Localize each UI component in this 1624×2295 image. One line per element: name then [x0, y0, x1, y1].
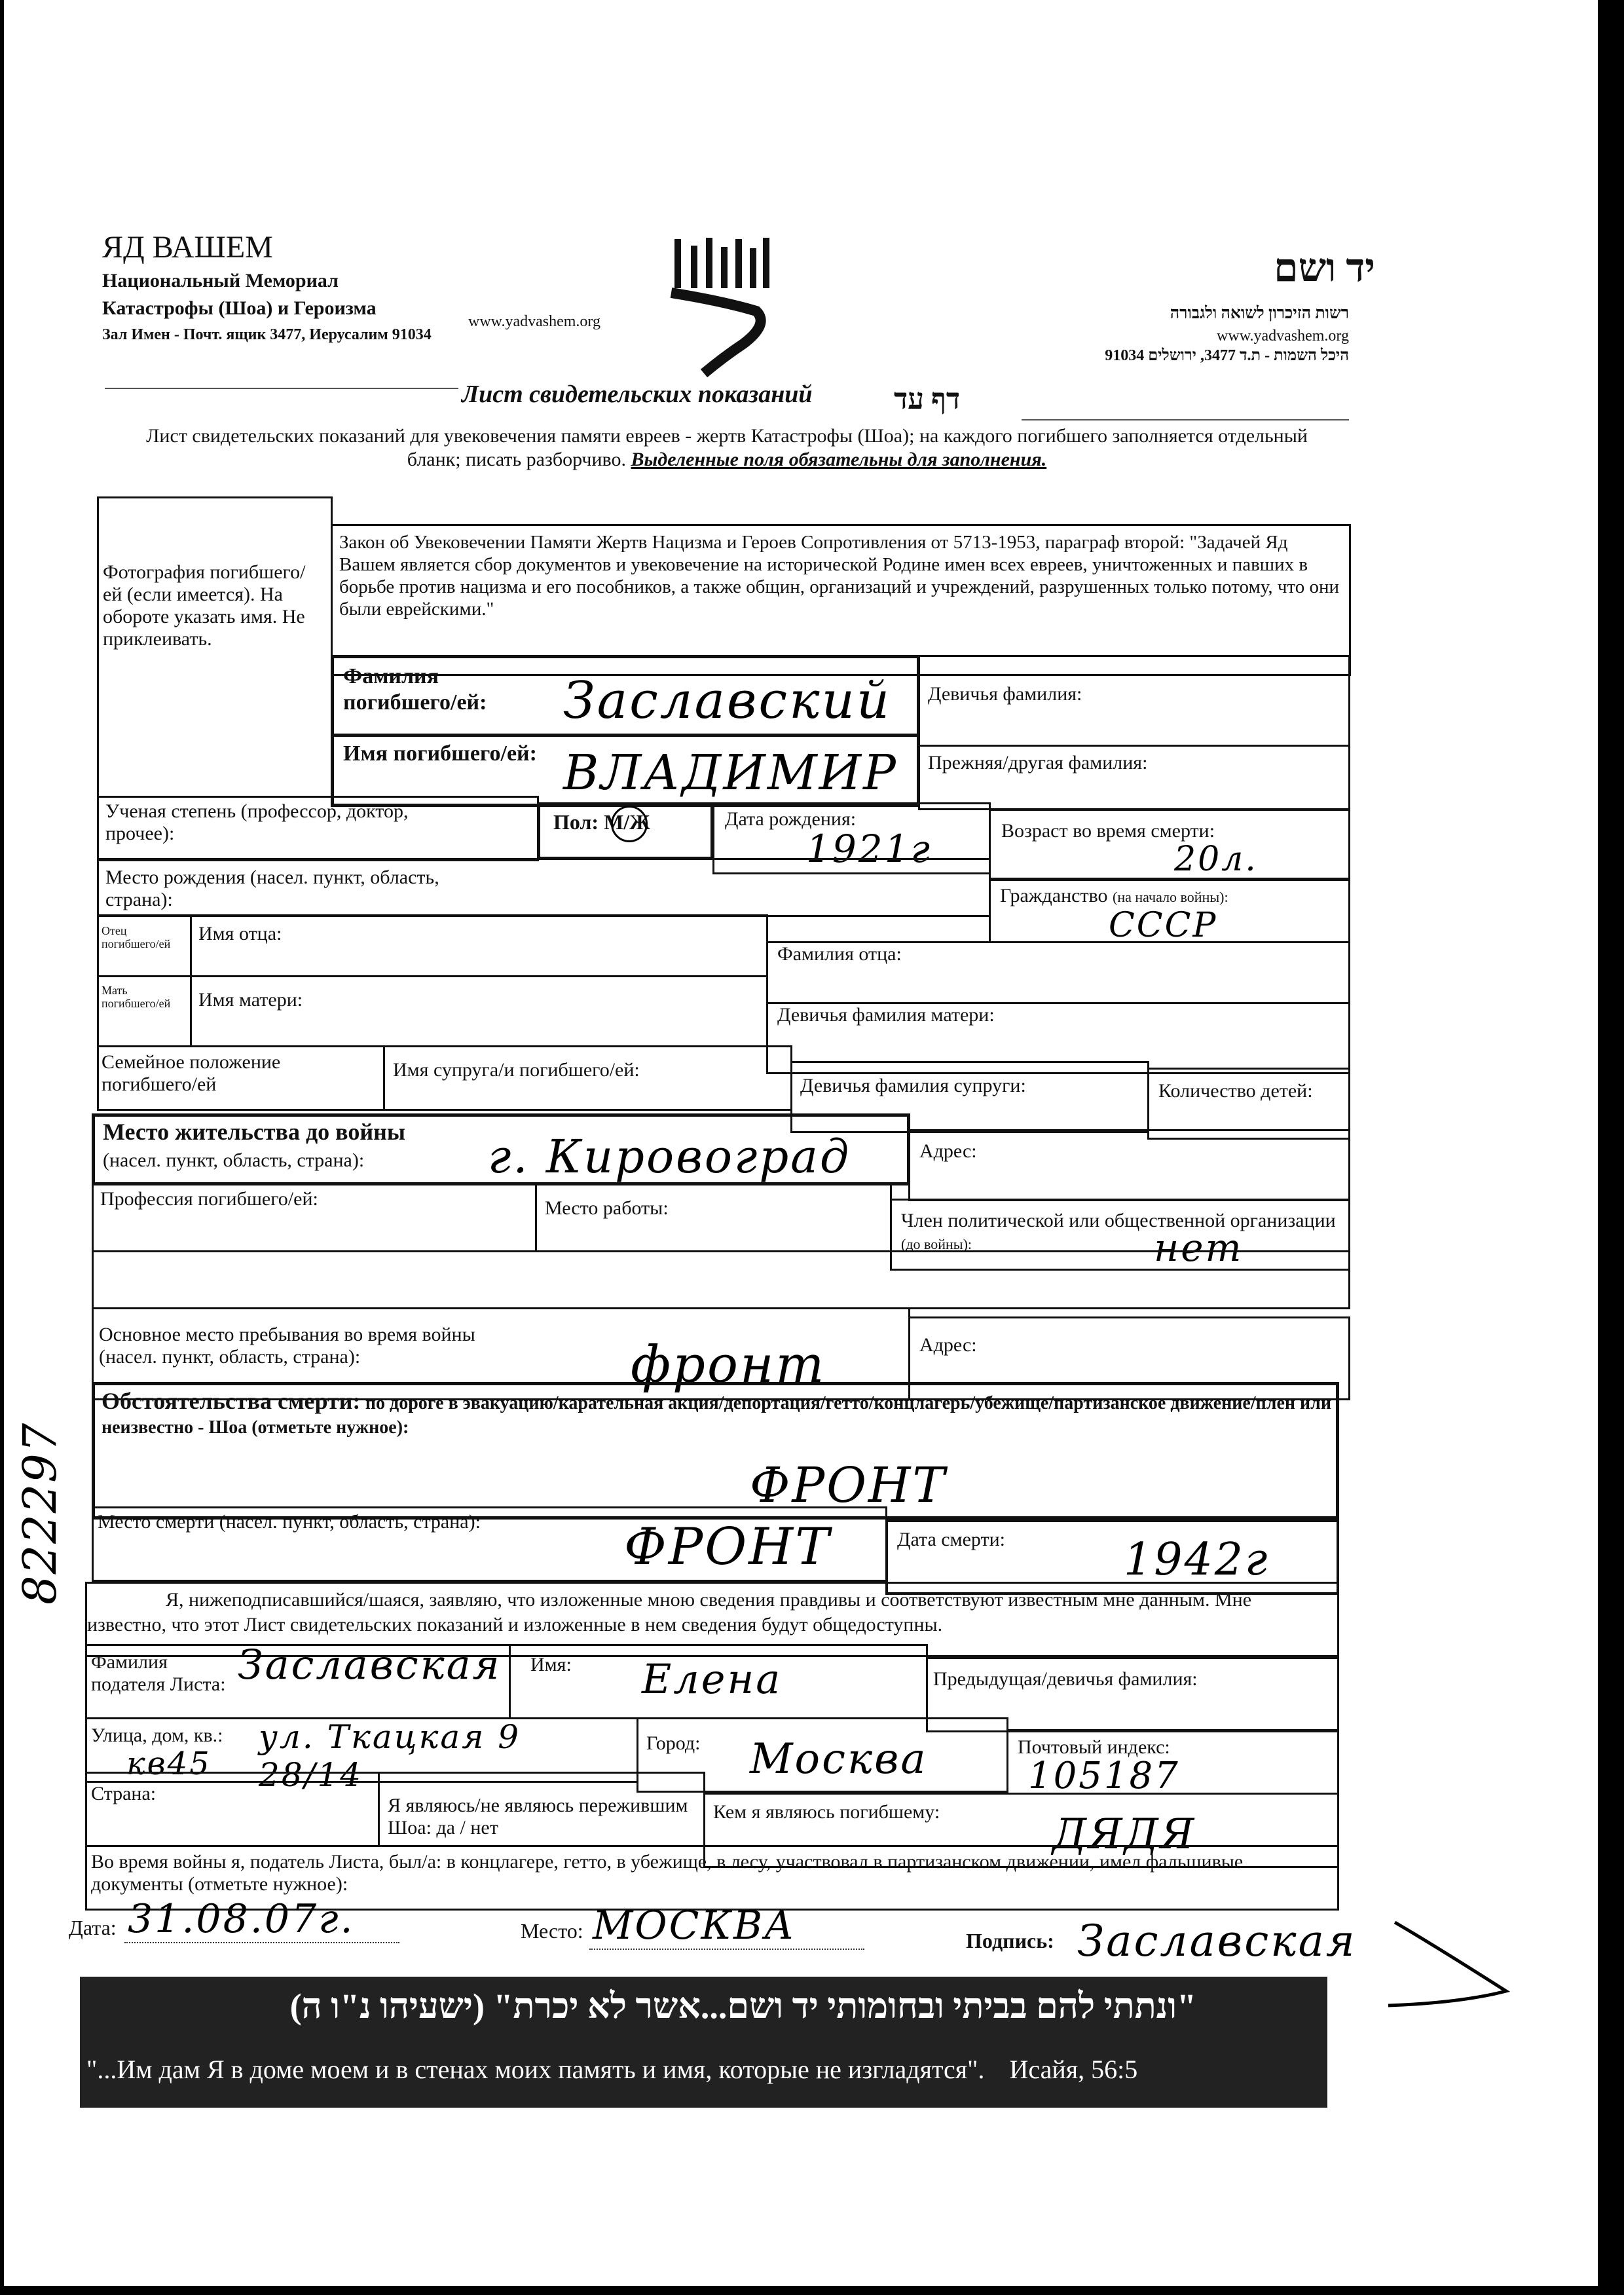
org-line3: Зал Имен - Почт. ящик 3477, Иерусалим 91034 [102, 326, 432, 343]
spouse-maiden-label: Девичья фамилия супруги: [800, 1075, 1026, 1096]
yad-vashem-logo [665, 233, 776, 383]
submitter-wartime-label: Во время войны я, податель Листа, был/а: в концлагере, гетто, в убежище, в лесу, участвовал в партизанском движении, имел фальшивые документы (отметьте нужное): [91, 1851, 1244, 1895]
mother-name-label: Имя матери: [198, 989, 303, 1011]
other-surname-label: Прежняя/другая фамилия: [928, 752, 1148, 774]
citizenship-text: Гражданство [1000, 885, 1108, 906]
city-value: Москва [750, 1735, 928, 1783]
residence-value: г. Кировоград [488, 1130, 851, 1184]
circumstances-text [101, 1389, 1333, 1440]
date-label: Дата: [69, 1916, 117, 1939]
submitter-name-label: Имя: [530, 1654, 572, 1675]
signature-flourish [1382, 1919, 1519, 2011]
he-line2: היכל השמות - ת.ד 3477, ירושלים 91034 [1105, 347, 1349, 364]
surname-label: Фамилия погибшего/ей: [343, 664, 487, 715]
circumstances-value: ФРОНТ [750, 1457, 947, 1514]
father-name-field[interactable] [190, 914, 768, 977]
death-date-value: 1942г [1124, 1534, 1270, 1586]
submitter-name-field[interactable] [509, 1644, 928, 1719]
maiden-label: Девичья фамилия: [928, 683, 1082, 705]
banner-hebrew-quote: "ונתתי להם בביתי ובחומותי יד ושם...אשר לא יכרת" (ישעיהו נ"ו ה) [289, 1987, 1196, 2026]
dob-value: 1921г [806, 827, 932, 871]
he-website: www.yadvashem.org [1217, 327, 1349, 345]
zip-label: Почтовый индекс: [1018, 1736, 1170, 1758]
intro [131, 424, 1323, 472]
submitter-prev-surname-label: Предыдущая/девичья фамилия: [933, 1668, 1198, 1690]
sex-selected-circle [611, 806, 648, 842]
declaration-text: Я, нижеподписавшийся/шаяся, заявляю, что изложенные мною сведения правдивы и соответствуют известным мне данным. Мне известно, что этот Лист свидетельских показаний и изложенные в нем сведения будут общедоступны. [87, 1589, 1252, 1635]
citizenship-label [1000, 885, 1228, 908]
relation-label: Кем я являюсь погибшему: [713, 1801, 940, 1823]
age-value: 20л. [1174, 840, 1258, 879]
country-field[interactable] [85, 1772, 380, 1847]
membership-text: Член политической или общественной организации [901, 1210, 1336, 1231]
sex-label: Пол: М/Ж [553, 810, 650, 834]
degree-label: Ученая степень (профессор, доктор, прочее): [105, 800, 409, 844]
degree-field[interactable] [97, 796, 539, 861]
place-underline [589, 1949, 864, 1950]
address-field[interactable] [908, 1129, 1350, 1201]
citizenship-sub: (на начало войны): [1113, 889, 1228, 905]
form-title-he: דף עד [894, 383, 961, 415]
membership-value: нет [1154, 1225, 1244, 1270]
place-value: МОСКВА [593, 1903, 796, 1949]
org-title-ru: ЯД ВАШЕМ [102, 230, 273, 265]
profession-label: Профессия погибшего/ей: [100, 1188, 318, 1210]
date-value: 31.08.07г. [128, 1896, 355, 1942]
citizenship-field[interactable] [989, 878, 1350, 943]
death-place-label: Место смерти (насел. пункт, область, страна): [98, 1511, 481, 1533]
residence-sub: (насел. пункт, область, страна): [103, 1149, 365, 1171]
submitter-surname-value: Заславская [238, 1641, 502, 1689]
death-place-value: ФРОНТ [624, 1518, 832, 1577]
photo-box [97, 496, 333, 798]
zip-field[interactable] [1006, 1729, 1339, 1795]
survivor-label: Я являюсь/не являюсь пережившим Шоа: да / нет [388, 1795, 688, 1838]
apartment-value: кв45 [126, 1745, 212, 1782]
signature-value: Заславская [1077, 1916, 1357, 1966]
form-title: Лист свидетельских показаний [462, 381, 813, 408]
residence-label: Место жительства до войны [103, 1119, 405, 1145]
blank-row [92, 1250, 1350, 1309]
date-underline [124, 1942, 399, 1943]
first-name-value: ВЛАДИМИР [563, 745, 898, 801]
city-label: Город: [646, 1732, 701, 1754]
submitter-surname-label: Фамилия подателя Листа: [91, 1651, 226, 1695]
org-line2: Катастрофы (Шоа) и Героизма [102, 297, 377, 319]
membership-label [901, 1210, 1346, 1256]
maiden-name-field[interactable] [918, 655, 1350, 747]
children-label: Количество детей: [1158, 1080, 1313, 1102]
zip-value: 105187 [1028, 1755, 1180, 1797]
banner-russian-text: "...Им дам Я в доме моем и в стенах моих память и имя, которые не изгладятся". [86, 2055, 985, 2084]
street-label: Улица, дом, кв.: [91, 1725, 223, 1746]
death-date-label: Дата смерти: [897, 1529, 1006, 1550]
marital-label: Семейное положение погибшего/ей [101, 1051, 281, 1095]
circumstances-field[interactable] [92, 1382, 1339, 1520]
header-rule-left [105, 388, 458, 389]
membership-sub: (до войны): [901, 1236, 972, 1252]
workplace-label: Место работы: [545, 1197, 669, 1219]
dob-label: Дата рождения: [725, 808, 857, 830]
father-row [97, 914, 192, 977]
spouse-name-field[interactable] [383, 1045, 792, 1111]
father-surname-field[interactable] [766, 941, 1350, 1004]
mother-side-label: Мать погибшего/ей [101, 984, 171, 1010]
workplace-field[interactable] [535, 1184, 892, 1252]
relation-value: ДЯДЯ [1052, 1810, 1196, 1859]
mother-row [97, 975, 192, 1047]
submitter-surname-field[interactable] [85, 1641, 511, 1719]
country-label: Страна: [91, 1783, 157, 1804]
place-label: Место: [521, 1919, 583, 1943]
sex-field[interactable] [537, 802, 714, 860]
circumstances-label: Обстоятельства смерти: [101, 1388, 361, 1414]
birthplace-field[interactable] [97, 858, 991, 917]
wartime-value: фронт [631, 1335, 826, 1394]
mother-name-field[interactable] [190, 975, 768, 1047]
profession-field[interactable] [92, 1184, 537, 1252]
signature-label: Подпись: [966, 1929, 1054, 1952]
submitter-name-value: Елена [642, 1655, 783, 1703]
surname-value: Заславский [563, 671, 892, 730]
wartime-address-label: Адрес: [919, 1334, 977, 1356]
law-box [331, 524, 1351, 676]
death-place-field[interactable] [92, 1506, 887, 1582]
father-surname-label: Фамилия отца: [777, 943, 902, 965]
residence-field[interactable] [92, 1113, 910, 1185]
photo-note: Фотография погибшего/ей (если имеется). На обороте указать имя. Не приклеивать. [103, 561, 306, 650]
age-field[interactable] [989, 809, 1350, 881]
website: www.yadvashem.org [468, 313, 600, 330]
banner-russian-quote [86, 2054, 1137, 2085]
other-surname-field[interactable] [918, 745, 1350, 810]
survivor-field[interactable] [378, 1772, 705, 1847]
citizenship-value: СССР [1109, 906, 1218, 945]
spouse-name-label: Имя супруга/и погибшего/ей: [393, 1059, 640, 1081]
street-value: ул. Ткацкая 9 28/14 [259, 1718, 521, 1794]
birthplace-label: Место рождения (насел. пункт, область, страна): [105, 867, 439, 910]
surname-field[interactable] [331, 655, 920, 737]
address-label: Адрес: [919, 1140, 977, 1162]
header-rule-right [1022, 419, 1349, 420]
margin-number: 822297 [13, 1421, 67, 1605]
wartime-label: Основное место пребывания во время войны (насел. пункт, область, страна): [99, 1324, 475, 1368]
org-line1: Национальный Мемориал [102, 270, 339, 291]
org-title-he: יד ושם [1274, 246, 1375, 289]
mother-maiden-label: Девичья фамилия матери: [777, 1004, 995, 1026]
circumstances-options: по дороге в эвакуацию/карательная акция/депортация/гетто/концлагерь/убежище/партизанское движение/плен или неизвестно - Шоа (отметьте нужное): [101, 1393, 1331, 1438]
father-side-label: Отец погибшего/ей [101, 924, 171, 950]
law-text: Закон об Увековечении Памяти Жертв Нацизма и Героев Сопротивления от 5713-1953, параграф второй: "Задачей Яд Вашем является сбор документов и увековечение на исторической Родине имен всех евреев, уничтоженных и павших в борьбе против нацизма и его пособников, а также общин, организаций и учреждений, разрушенных только потому, что они были еврейскими." [339, 532, 1340, 620]
father-name-label: Имя отца: [198, 923, 282, 944]
intro-text: Лист свидетельских показаний для увековечения памяти евреев - жертв Катастрофы (Шоа); на каждого погибшего заполняется отдельный бланк; писать разборчиво. [146, 425, 1308, 470]
first-name-label: Имя погибшего/ей: [343, 741, 537, 766]
banner-russian-source: Исайя, 56:5 [1009, 2055, 1138, 2084]
intro-emphasis: Выделенные поля обязательны для заполнения. [631, 449, 1047, 470]
he-line1: רשות הזיכרון לשואה ולגבורה [1170, 305, 1349, 322]
marital-field[interactable] [97, 1045, 385, 1111]
age-label: Возраст во время смерти: [1001, 820, 1215, 842]
quote-banner [80, 1977, 1327, 2108]
